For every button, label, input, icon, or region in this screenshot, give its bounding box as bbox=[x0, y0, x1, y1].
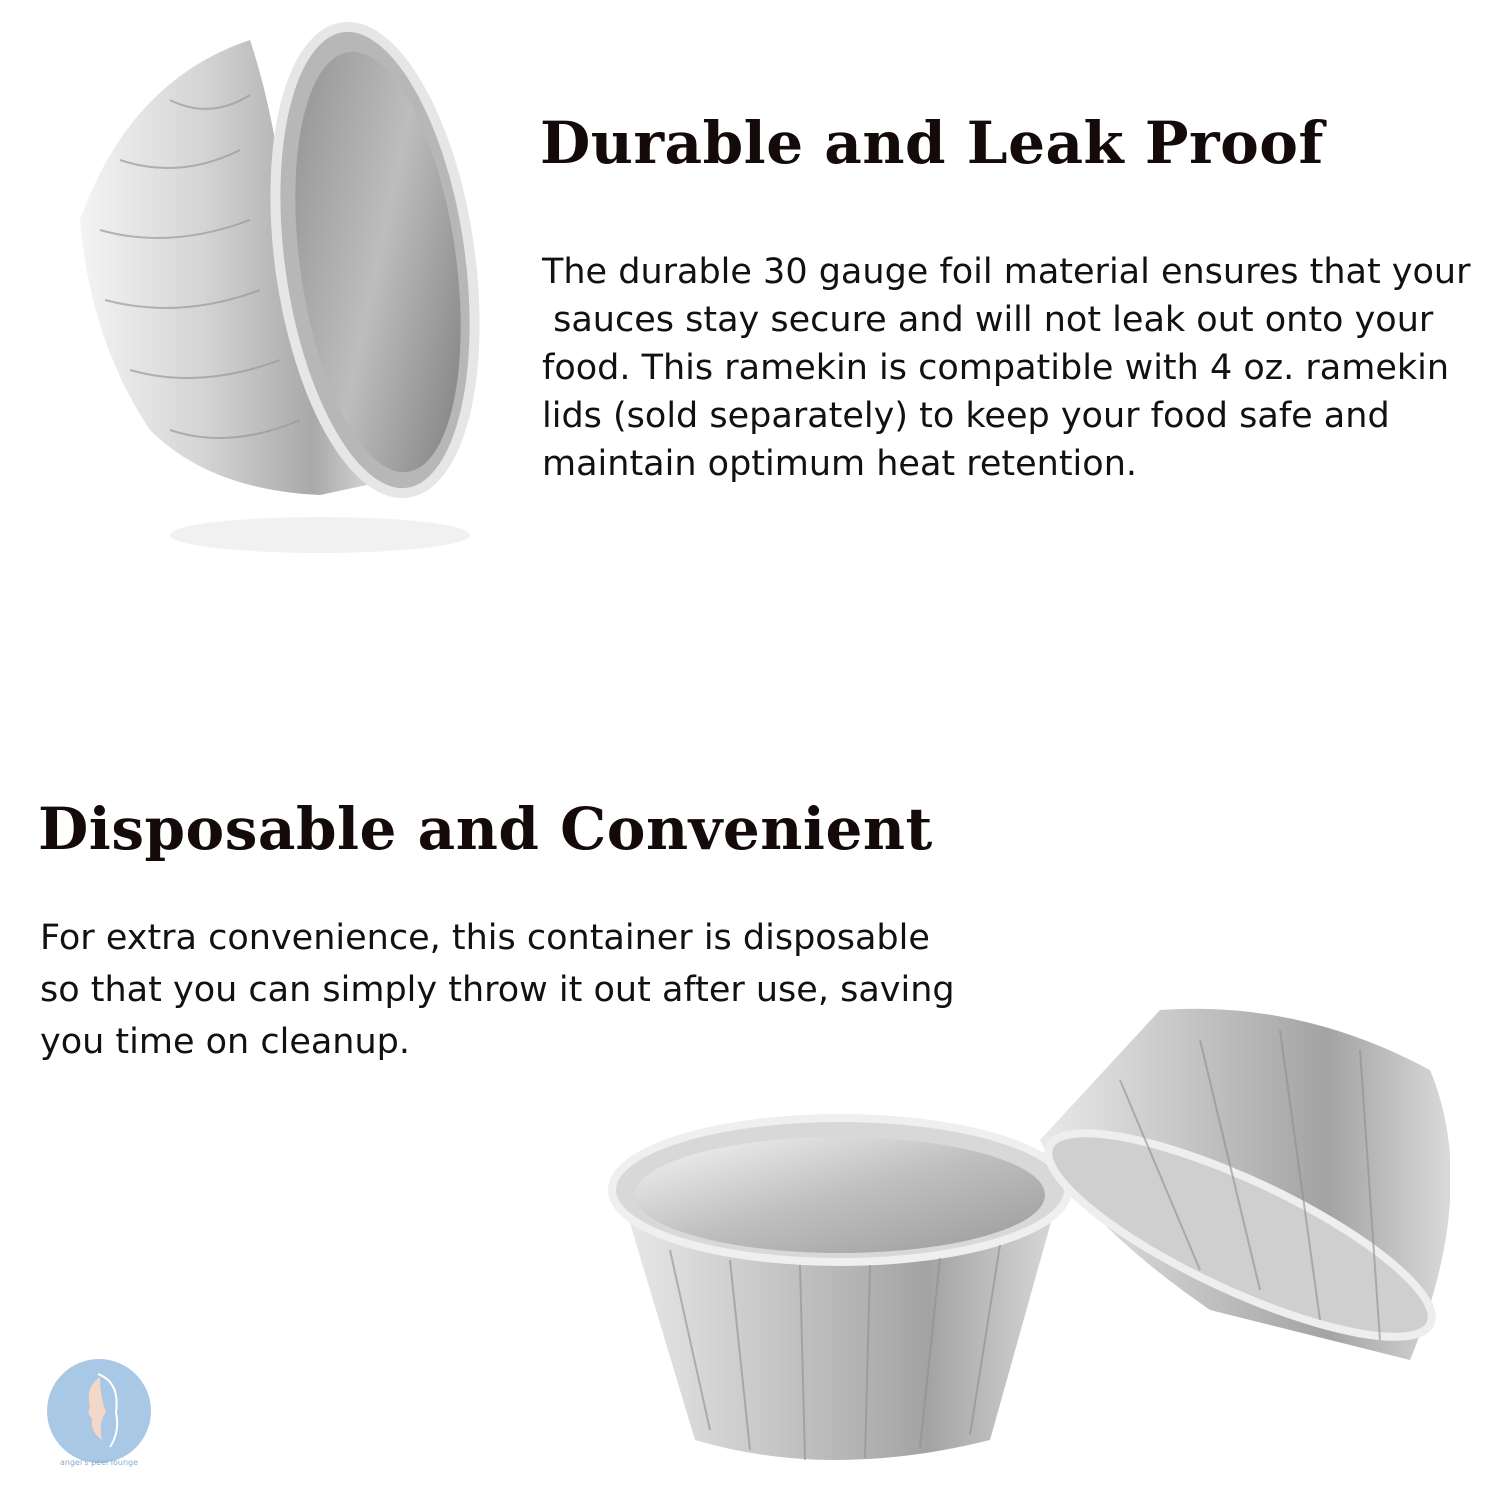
brand-logo-icon bbox=[40, 1352, 158, 1470]
paragraph-line: so that you can simply throw it out after use, saving bbox=[40, 970, 955, 1010]
paragraph-line: The durable 30 gauge foil material ensures that your bbox=[542, 252, 1471, 292]
paragraph-line: For extra convenience, this container is disposable bbox=[40, 918, 930, 958]
stacked-ramekins-icon bbox=[600, 990, 1450, 1500]
paragraph-line: you time on cleanup. bbox=[40, 1022, 411, 1062]
paragraph-line: food. This ramekin is compatible with 4 oz. ramekin bbox=[542, 348, 1450, 388]
foil-ramekin-icon bbox=[60, 10, 490, 570]
logo-text: angel's peel lounge bbox=[59, 1458, 139, 1467]
paragraph-durable bbox=[542, 248, 1471, 488]
paragraph-line: sauces stay secure and will not leak out onto your bbox=[542, 300, 1434, 340]
paragraph-line: lids (sold separately) to keep your food safe and bbox=[542, 396, 1390, 436]
heading-disposable: Disposable and Convenient bbox=[38, 795, 933, 863]
heading-durable: Durable and Leak Proof bbox=[540, 109, 1324, 177]
paragraph-line: maintain optimum heat retention. bbox=[542, 444, 1137, 484]
